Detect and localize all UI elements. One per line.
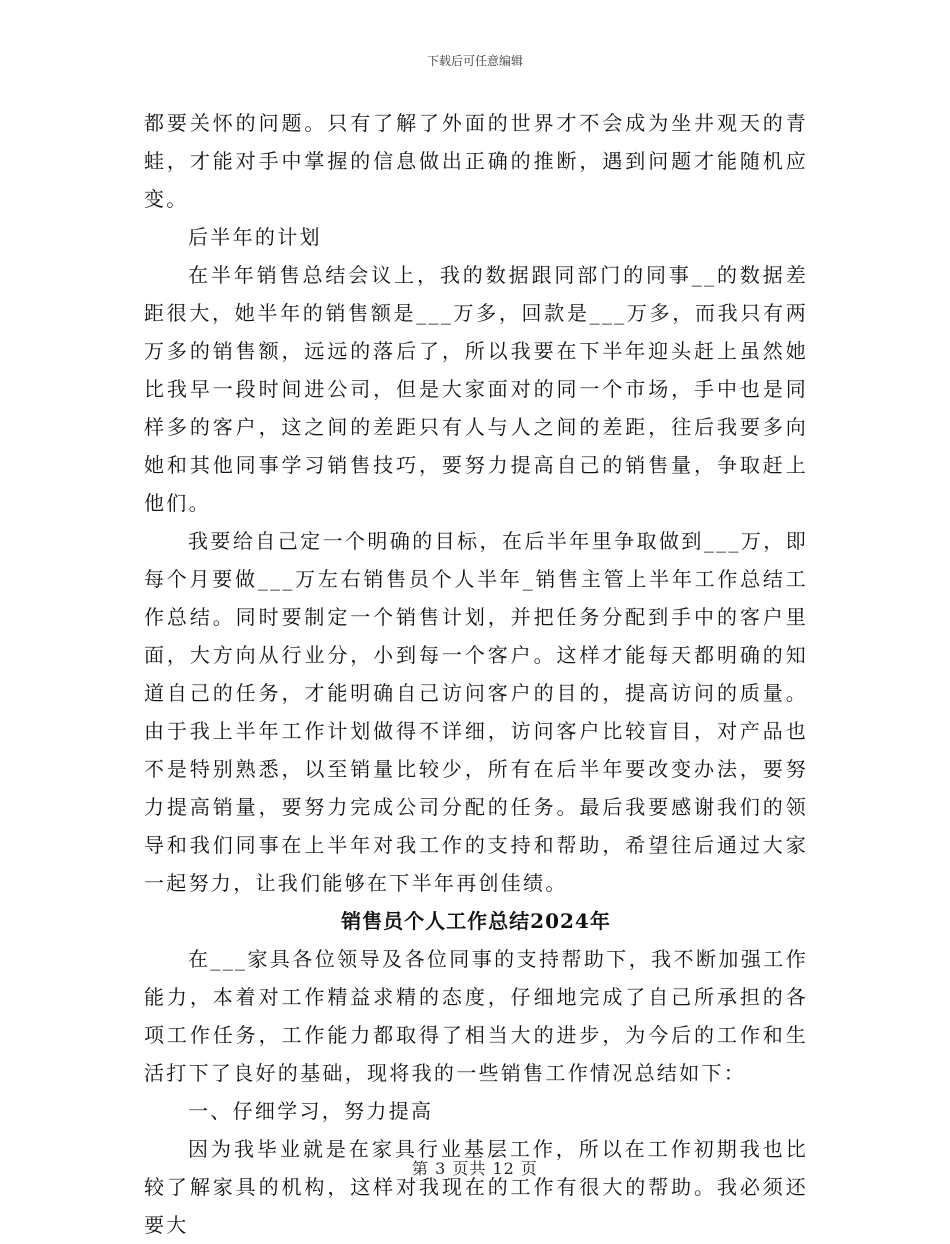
section-subheading: 后半年的计划 [188,225,322,249]
paragraph: 我要给自己定一个明确的目标，在后半年里争取做到___万，即每个月要做___万左右销售员个人半年_销售主管上半年工作总结工作总结。同时要制定一个销售计划，并把任务分配到手中的客户里面，大方向从行业分，小到每一个客户。这样才能每天都明确的知道自己的任务，才能明确自己访问客户的目的，提高访问的质量。由于我上半年工作计划做得不详细，访问客户比较盲目，对产品也不是特别熟悉，以至销量比较少，所有在后半年要改变办法，要努力提高销量，要努力完成公司分配的任务。最后我要感谢我们的领导和我们同事在上半年对我工作的支持和帮助，希望往后通过大家一起努力，让我们能够在下半年再创佳绩。 [144,529,808,895]
page-header: 下载后可任意编辑 [426,54,523,68]
paragraph: 在___家具各位领导及各位同事的支持帮助下，我不断加强工作能力，本着对工作精益求精的态度，仔细地完成了自己所承担的各项工作任务，工作能力都取得了相当大的进步，为今后的工作和生活打下了良好的基础，现将我的一些销售工作情况总结如下： [144,947,808,1085]
paragraph: 在半年销售总结会议上，我的数据跟同部门的同事__的数据差距很大，她半年的销售额是___万多，回款是___万多，而我只有两万多的销售额，远远的落后了，所以我要在下半年迎头赶上虽然她比我早一段时间进公司，但是大家面对的同一个市场，手中也是同样多的客户，这之间的差距只有人与人之间的差距，往后我要多向她和其他同事学习销售技巧，要努力提高自己的销售量，争取赶上他们。 [144,263,808,515]
document-title: 销售员个人工作总结2024年 [341,909,611,933]
page-number: 第 3 页共 12 页 [412,1159,538,1178]
paragraph: 因为我毕业就是在家具行业基层工作，所以在工作初期我也比较了解家具的机构，这样对我现在的工作有很大的帮助。我必须还要大 [144,1137,808,1237]
paragraph-continuation: 都要关怀的问题。只有了解了外面的世界才不会成为坐井观天的青蛙，才能对手中掌握的信息做出正确的推断，遇到问题才能随机应变。 [144,111,808,211]
section-subheading: 一、仔细学习，努力提高 [188,1099,434,1123]
document-body [144,104,808,1244]
